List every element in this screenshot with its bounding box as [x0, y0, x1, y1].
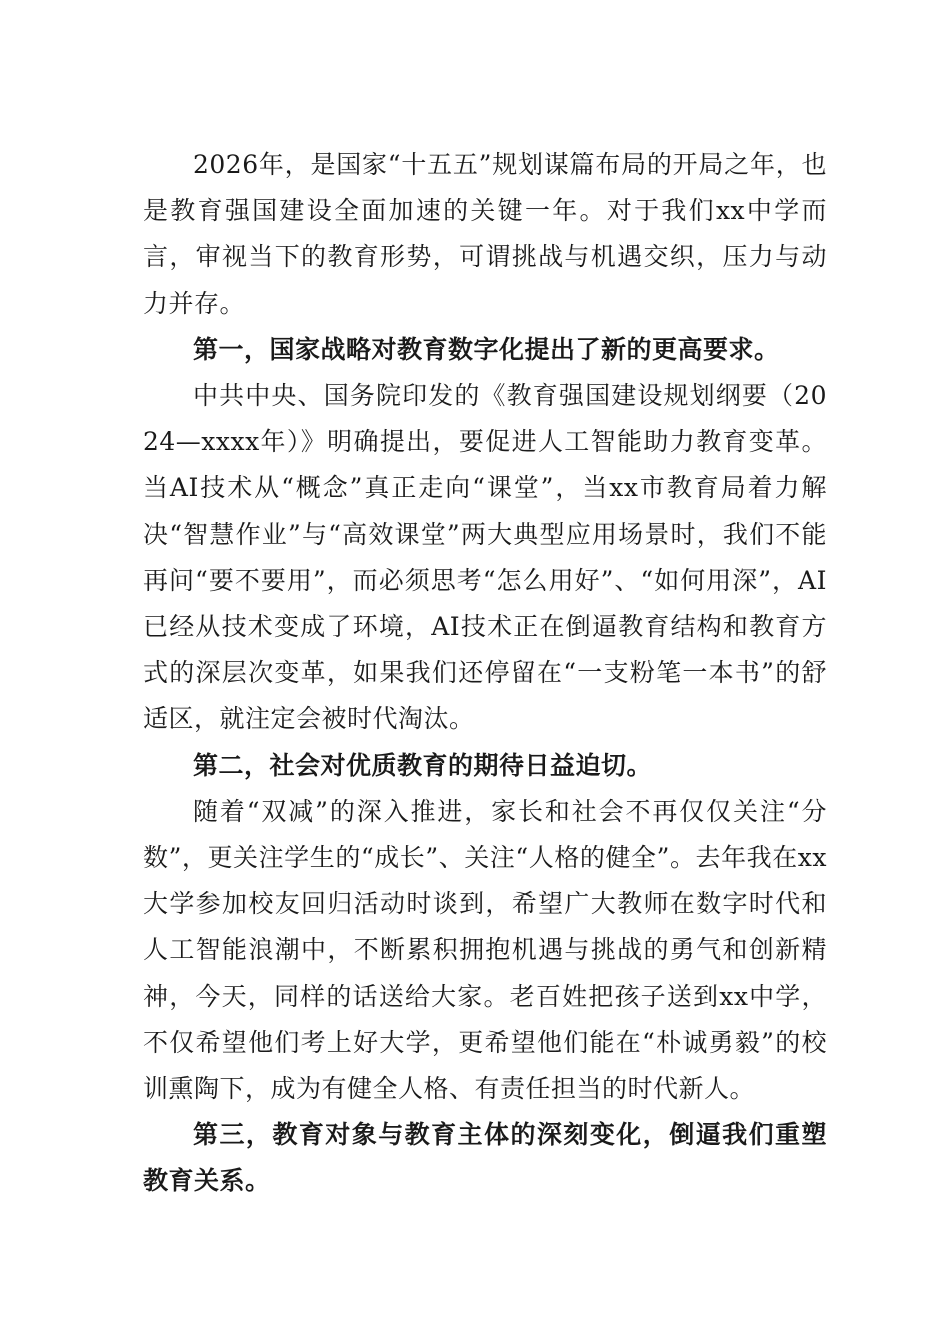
- intro-paragraph: 2026年，是国家“十五五”规划谋篇布局的开局之年，也是教育强国建设全面加速的关键一年。对于我们xx中学而言，审视当下的教育形势，可谓挑战与机遇交织，压力与动力并存。: [143, 150, 827, 318]
- section-heading-second: 第二，社会对优质教育的期待日益迫切。: [193, 750, 653, 780]
- section-heading-third: 第三，教育对象与教育主体的深刻变化，倒逼我们重塑教育关系。: [143, 1120, 827, 1196]
- section-paragraph-first: 中共中央、国务院印发的《教育强国建设规划纲要（2024—xxxx年）》明确提出，要促进人工智能助力教育变革。当AI技术从“概念”真正走向“课堂”，当xx市教育局着力解决“智慧作业”与“高效课堂”两大典型应用场景时，我们不能再问“要不要用”，而必须思考“怎么用好”、“如何用深”，AI已经从技术变成了环境，AI技术正在倒逼教育结构和教育方式的深层次变革，如果我们还停留在“一支粉笔一本书”的舒适区，就注定会被时代淘汰。: [143, 381, 827, 734]
- section-heading-first: 第一，国家战略对教育数字化提出了新的更高要求。: [193, 334, 780, 364]
- document-body: [143, 142, 827, 1205]
- section-paragraph-second: 随着“双减”的深入推进，家长和社会不再仅仅关注“分数”，更关注学生的“成长”、关注“人格的健全”。去年我在xx大学参加校友回归活动时谈到，希望广大教师在数字时代和人工智能浪潮中，不断累积拥抱机遇与挑战的勇气和创新精神，今天，同样的话送给大家。老百姓把孩子送到xx中学，不仅希望他们考上好大学，更希望他们能在“朴诚勇毅”的校训熏陶下，成为有健全人格、有责任担当的时代新人。: [143, 796, 827, 1104]
